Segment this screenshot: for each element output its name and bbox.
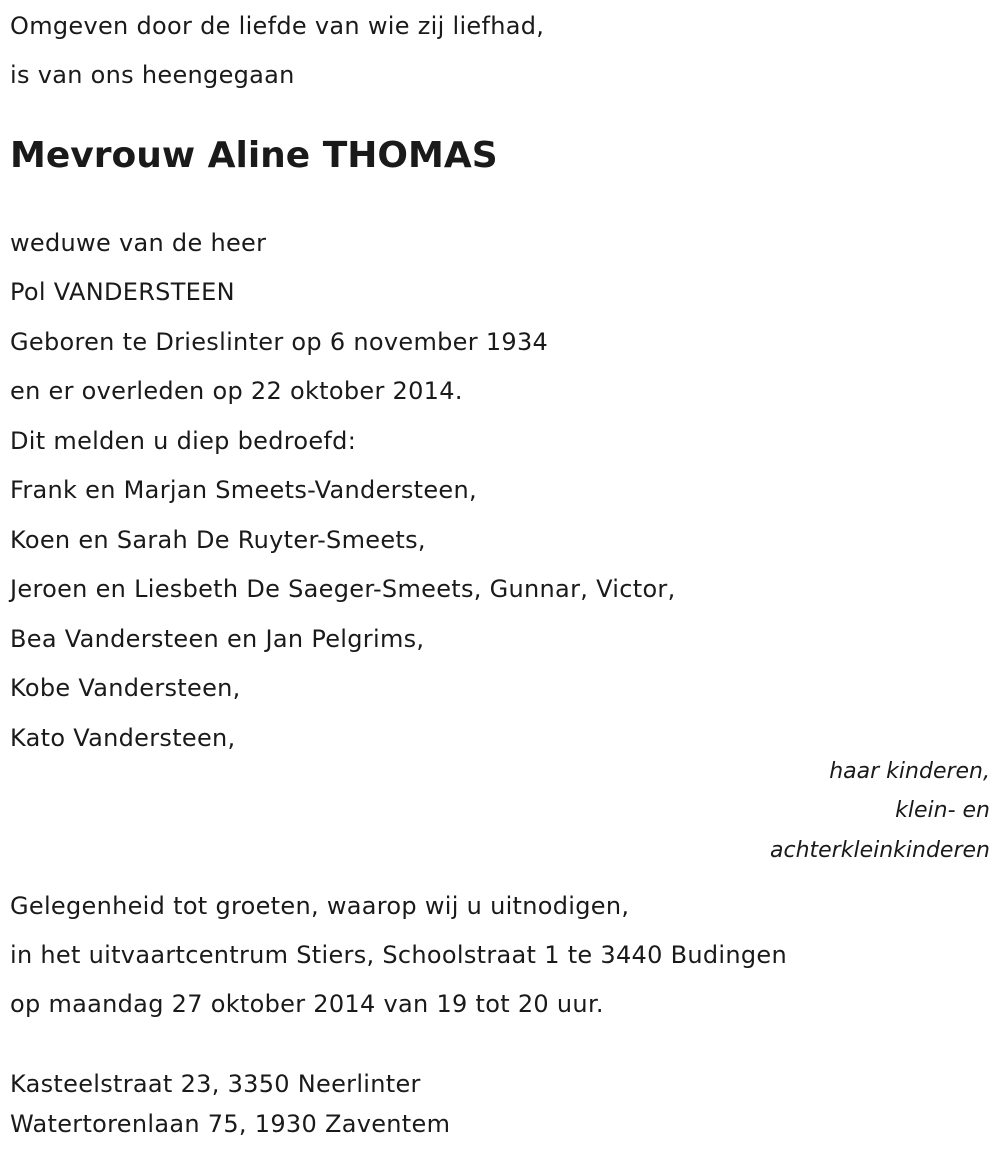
family-member-line: Kobe Vandersteen, (10, 674, 241, 702)
family-member-line: Bea Vandersteen en Jan Pelgrims, (10, 625, 425, 653)
deceased-name: Mevrouw Aline THOMAS (10, 135, 498, 176)
detail-announcement: Dit melden u diep bedroefd: (10, 427, 357, 455)
family-member-line: Koen en Sarah De Ruyter-Smeets, (10, 526, 426, 554)
relation-line-great-grandchildren: achterkleinkinderen (770, 838, 990, 863)
visitation-location: in het uitvaartcentrum Stiers, Schoolstraat 1 te 3440 Budingen (10, 941, 788, 969)
detail-birth: Geboren te Drieslinter op 6 november 1934 (10, 328, 549, 356)
family-member-line: Jeroen en Liesbeth De Saeger-Smeets, Gunnar, Victor, (10, 575, 676, 603)
family-member-line: Frank en Marjan Smeets-Vandersteen, (10, 476, 477, 504)
visitation-time: op maandag 27 oktober 2014 van 19 tot 20 uur. (10, 990, 604, 1018)
address-line-1: Kasteelstraat 23, 3350 Neerlinter (10, 1070, 421, 1098)
address-line-2: Watertorenlaan 75, 1930 Zaventem (10, 1110, 451, 1138)
family-member-line: Kato Vandersteen, (10, 724, 236, 752)
relation-line-grandchildren: klein- en (895, 798, 990, 823)
detail-death: en er overleden op 22 oktober 2014. (10, 377, 463, 405)
detail-widow-of: weduwe van de heer (10, 229, 267, 257)
detail-spouse-name: Pol VANDERSTEEN (10, 278, 235, 306)
visitation-invite: Gelegenheid tot groeten, waarop wij u uitnodigen, (10, 892, 630, 920)
intro-line-1: Omgeven door de liefde van wie zij liefhad, (10, 12, 545, 40)
intro-line-2: is van ons heengegaan (10, 61, 295, 89)
relation-line-children: haar kinderen, (829, 759, 990, 784)
